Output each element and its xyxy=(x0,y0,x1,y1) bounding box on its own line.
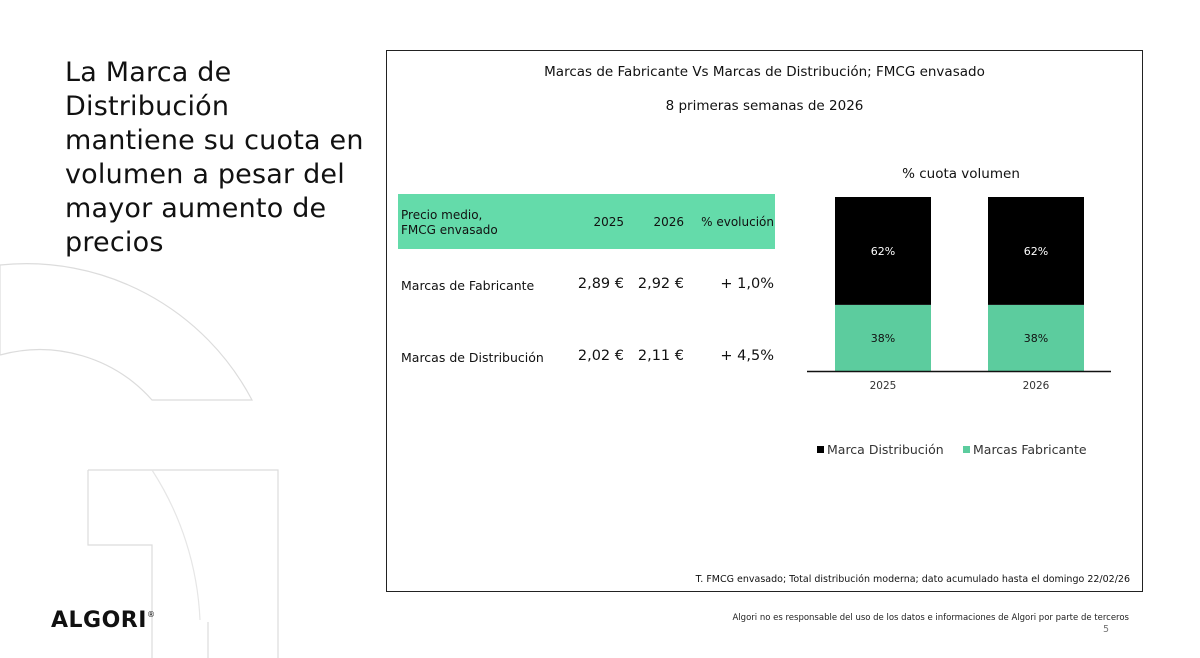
panel-title: Marcas de Fabricante Vs Marcas de Distribución; FMCG envasado xyxy=(544,64,985,80)
page-number: 5 xyxy=(1103,624,1110,635)
row-label: Marcas de Fabricante xyxy=(401,278,535,293)
chart-title: % cuota volumen xyxy=(902,166,1020,182)
data-label: 62% xyxy=(870,245,896,258)
price-2025: 2,02 € xyxy=(577,348,624,364)
x-tick-label: 2026 xyxy=(1022,380,1050,392)
legend-entry: Marca Distribución xyxy=(827,442,944,457)
table-row xyxy=(398,346,775,370)
price-2026: 2,92 € xyxy=(637,276,684,292)
price-evolution: + 4,5% xyxy=(720,348,774,364)
price-2025: 2,89 € xyxy=(577,276,624,292)
legend-swatch xyxy=(817,446,824,453)
price-table-header xyxy=(398,194,775,249)
header-evolution: % evolución xyxy=(701,215,774,229)
price-evolution: + 1,0% xyxy=(720,276,774,292)
header-year-2025: 2025 xyxy=(593,215,624,229)
price-2026: 2,11 € xyxy=(637,348,684,364)
data-label: 38% xyxy=(1023,331,1049,345)
row-label: Marcas de Distribución xyxy=(401,350,544,365)
panel-subtitle: 8 primeras semanas de 2026 xyxy=(665,98,864,114)
header-label: Precio medio, FMCG envasado xyxy=(401,208,498,237)
slide-headline: La Marca de Distribución mantiene su cuota en volumen a pesar del mayor aumento de precios xyxy=(65,57,364,258)
data-label: 62% xyxy=(1023,245,1049,258)
algori-logo xyxy=(51,608,155,633)
table-row xyxy=(398,274,775,298)
legend-entry: Marcas Fabricante xyxy=(973,442,1087,457)
data-label: 38% xyxy=(870,331,896,345)
disclaimer: Algori no es responsable del uso de los datos e informaciones de Algori por parte de terceros xyxy=(732,613,1129,623)
legend-swatch xyxy=(963,446,970,453)
chart-panel xyxy=(386,50,1143,592)
header-year-2026: 2026 xyxy=(653,215,684,229)
brand-name: ALGORI xyxy=(51,608,147,633)
source-note: T. FMCG envasado; Total distribución moderna; dato acumulado hasta el domingo 22/02/26 xyxy=(695,574,1130,585)
x-tick-label: 2025 xyxy=(869,380,897,392)
volume-share-chart xyxy=(797,161,1137,461)
registered-mark: ® xyxy=(146,610,156,619)
price-table xyxy=(398,194,775,365)
